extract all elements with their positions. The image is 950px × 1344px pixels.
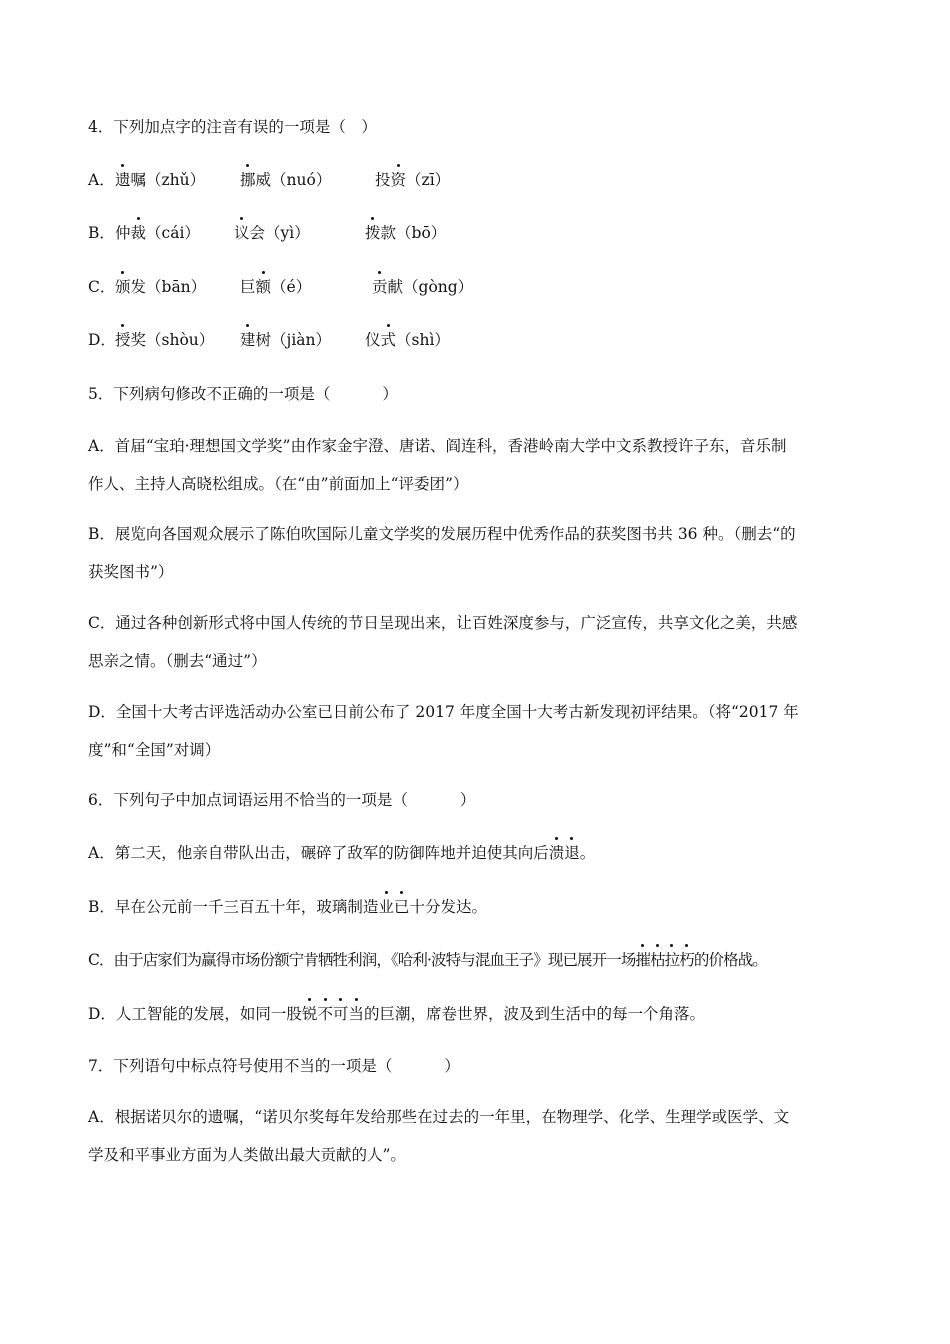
q4-option-b-word3: 拨款（bō） bbox=[365, 224, 447, 242]
q4-option-b-word2: 议会（yì） bbox=[234, 224, 310, 242]
q5-stem: 5．下列病句修改不正确的一项是（ ） bbox=[88, 385, 398, 403]
emphasis-dot-char: 授 bbox=[115, 331, 131, 349]
emphasis-dot-char: 挪 bbox=[240, 171, 256, 189]
q4-stem: 4．下列加点字的注音有误的一项是（ ） bbox=[88, 118, 377, 136]
q6-option-c: C．由于店家们为赢得市场份额宁肯牺牲利润，《哈利·波特与混血王子》现已展开一场摧枯拉朽的价格战。 bbox=[88, 951, 767, 969]
q4-option-c-label: C． bbox=[88, 278, 116, 296]
q4-option-d-word3: 仪式（shì） bbox=[365, 331, 450, 349]
q5-option-d-line2: 度”和“全国”对调） bbox=[88, 741, 221, 759]
emphasis-dot-char: 溃 bbox=[548, 844, 565, 862]
emphasis-dot-char: 建 bbox=[240, 331, 256, 349]
emphasis-dot-char: 已 bbox=[393, 898, 410, 916]
emphasis-dot-char: 不 bbox=[317, 1005, 333, 1023]
q5-option-b-line1: B．展览向各国观众展示了陈伯吹国际儿童文学奖的发展历程中优秀作品的获奖图书共 36 种。（删去“的 bbox=[88, 525, 796, 543]
q4-option-a-label: A． bbox=[88, 171, 115, 189]
q4-option-a-word2: 挪威（nuó） bbox=[240, 171, 332, 189]
q4-option-c-word3: 贡献（gòng） bbox=[372, 278, 474, 296]
emphasis-dot-char: 资 bbox=[390, 171, 407, 189]
q4-option-a-word1: 遗嘱（zhǔ） bbox=[115, 171, 206, 189]
emphasis-dot-char: 拨 bbox=[365, 224, 381, 242]
emphasis-dot-char: 式 bbox=[380, 331, 397, 349]
emphasis-dot-char: 摧 bbox=[635, 951, 651, 969]
emphasis-dot-char: 额 bbox=[255, 278, 272, 296]
emphasis-dot-char: 退 bbox=[564, 844, 580, 862]
q4-option-a-word3: 投资（zī） bbox=[375, 171, 451, 189]
q7-stem: 7．下列语句中标点符号使用不当的一项是（ ） bbox=[88, 1057, 460, 1075]
emphasis-dot-char: 颁 bbox=[115, 278, 131, 296]
q5-option-c-line2: 思亲之情。（删去“通过”） bbox=[88, 652, 267, 670]
emphasis-dot-char: 可 bbox=[332, 1005, 349, 1023]
q5-option-c-line1: C．通过各种创新形式将中国人传统的节日呈现出来，让百姓深度参与，广泛宣传，共享文化之美，共感 bbox=[88, 614, 798, 632]
emphasis-dot-char: 遗 bbox=[115, 171, 131, 189]
emphasis-dot-char: 裁 bbox=[130, 224, 147, 242]
q4-option-c-word1: 颁发（bān） bbox=[115, 278, 207, 296]
q4-option-b-label: B． bbox=[88, 224, 115, 242]
q4-option-c-word2: 巨额（é） bbox=[240, 278, 312, 296]
emphasis-dot-char: 朽 bbox=[679, 951, 694, 969]
q7-option-a-line2: 学及和平事业方面为人类做出最大贡献的人”。 bbox=[88, 1146, 406, 1164]
q5-option-d-line1: D．全国十大考古评选活动办公室已日前公布了 2017 年度全国十大考古新发现初评结果。（将“2017 年 bbox=[88, 703, 799, 721]
q4-option-b-word1: 仲裁（cái） bbox=[115, 224, 200, 242]
q6-option-a: A．第二天，他亲自带队出击，碾碎了敌军的防御阵地并迫使其向后溃退。 bbox=[88, 844, 596, 862]
emphasis-dot-char: 业 bbox=[378, 898, 394, 916]
q4-option-d-label: D． bbox=[88, 331, 116, 349]
emphasis-dot-char: 贡 bbox=[372, 278, 388, 296]
emphasis-dot-char: 当 bbox=[348, 1005, 364, 1023]
q6-option-d: D．人工智能的发展，如同一股锐不可当的巨潮，席卷世界，波及到生活中的每一个角落。 bbox=[88, 1005, 706, 1023]
q5-option-b-line2: 获奖图书”） bbox=[88, 563, 174, 581]
q5-option-a-line2: 作人、主持人高晓松组成。（在“由”前面加上“评委团”） bbox=[88, 475, 469, 493]
emphasis-dot-char: 拉 bbox=[664, 951, 680, 969]
emphasis-dot-char: 锐 bbox=[301, 1005, 318, 1023]
q5-option-a-line1: A．首届“宝珀·理想国文学奖”由作家金宇澄、唐诺、阎连科，香港岭南大学中文系教授许子东，音乐制 bbox=[88, 437, 787, 455]
emphasis-dot-char: 枯 bbox=[650, 951, 665, 969]
q7-option-a-line1: A．根据诺贝尔的遗嘱，“诺贝尔奖每年发给那些在过去的一年里，在物理学、化学、生理学或医学、文 bbox=[88, 1108, 790, 1126]
q4-option-d-word1: 授奖（shòu） bbox=[115, 331, 215, 349]
q6-stem: 6．下列句子中加点词语运用不恰当的一项是（ ） bbox=[88, 791, 476, 809]
q4-option-d-word2: 建树（jiàn） bbox=[240, 331, 332, 349]
q6-option-b: B．早在公元前一千三百五十年，玻璃制造业已十分发达。 bbox=[88, 898, 487, 916]
emphasis-dot-char: 议 bbox=[234, 224, 250, 242]
